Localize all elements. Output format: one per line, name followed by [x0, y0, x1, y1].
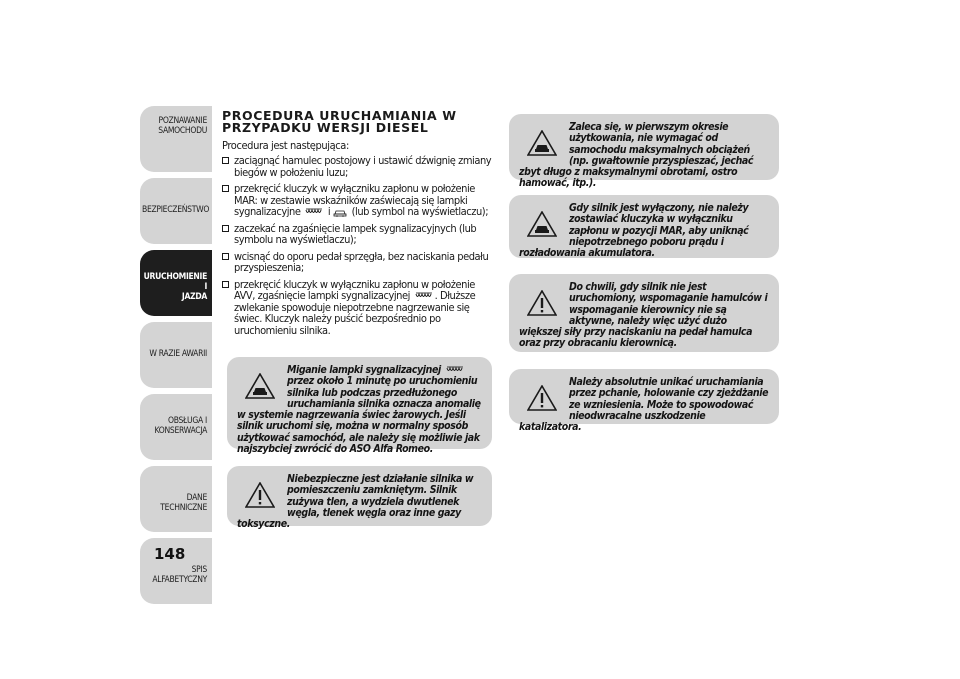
step-text: zaciągnąć hamulec postojowy i ustawić dźwignię zmiany biegów w położeniu luzu;: [234, 154, 492, 179]
tab-uruchomienie-i-jazda[interactable]: [140, 250, 212, 316]
step-text: wcisnąć do oporu pedał sprzęgła, bez naciskania pedału przyspieszenia;: [234, 249, 489, 274]
checkbox-bullet-icon: [222, 185, 229, 192]
intro-text: Procedura jest następująca:: [222, 139, 349, 152]
warning-triangle-icon: [527, 290, 557, 316]
warning-box: [227, 466, 492, 531]
checkbox-bullet-icon: [222, 157, 229, 164]
car-caution-icon: [245, 373, 275, 399]
steps-list: [222, 155, 494, 336]
section-title-line: PROCEDURA URUCHAMIANIA W: [222, 108, 457, 123]
page-number: 148: [154, 545, 186, 563]
warning-box: [509, 274, 779, 352]
list-item: [222, 183, 494, 218]
list-item: [222, 279, 494, 337]
list-item: [222, 223, 494, 246]
caution-text: Gdy silnik jest wyłączony, nie należy zostawiać kluczyka w wyłączniku zapłonu w pozycji MAR, aby uniknąć niepotrzebnego poboru prądu i rozładowania akumulatora.: [519, 202, 749, 260]
tab-obsluga-i-konserwacja[interactable]: [140, 394, 212, 460]
glow-plug-icon: [415, 292, 433, 300]
tab-label: OBSŁUGA I: [167, 416, 207, 426]
car-warning-icon: [333, 208, 347, 217]
glow-plug-icon: [446, 366, 464, 374]
section-title: [222, 110, 494, 134]
checkbox-bullet-icon: [222, 225, 229, 232]
warning-text: Niebezpieczne jest działanie silnika w pomieszczeniu zamkniętym. Silnik zużywa tlen, a wydziela dwutlenek węgla, tlenek węgla oraz inne gazy toksyczne.: [237, 473, 474, 531]
warning-triangle-icon: [527, 385, 557, 411]
caution-text: Miganie lampki sygnalizacyjnej: [287, 364, 441, 376]
tab-label: BEZPIECZEŃSTWO: [142, 205, 210, 215]
step-text: . Dłuższe zwlekanie spowoduje niepotrzebne nagrzewanie się świec. Kluczyk należy puścić bezpośrednio po uruchomieniu silnika.: [234, 289, 476, 337]
step-text: zaczekać na zgaśnięcie lampek sygnalizacyjnych (lub symbolu na wyświetlaczu);: [234, 221, 477, 246]
checkbox-bullet-icon: [222, 253, 229, 260]
tab-poznawanie-samochodu[interactable]: [140, 106, 212, 172]
caution-box: [509, 114, 779, 190]
tab-label: URUCHOMIENIE I: [143, 272, 207, 292]
caution-box: [227, 357, 492, 456]
list-item: [222, 155, 494, 178]
step-text: i: [327, 205, 331, 218]
tab-label: DANE TECHNICZNE: [160, 493, 207, 513]
tab-label: KONSERWACJA: [154, 426, 207, 436]
section-title-line: PRZYPADKU WERSJI DIESEL: [222, 120, 429, 135]
tab-dane-techniczne[interactable]: [140, 466, 212, 532]
warning-text: Należy absolutnie unikać uruchamiania przez pchanie, holowanie czy zjeżdżanie ze wzniesienia. Może to spowodować nieodwracalne uszkodzenie katalizatora.: [519, 376, 769, 434]
step-text: (lub symbol na wyświetlaczu);: [351, 205, 489, 218]
step-text: przekręcić kluczyk w wyłączniku zapłonu w położenie MAR: w zestawie wskaźników zaświecają się lampki sygnalizacyjne: [234, 182, 475, 218]
checkbox-bullet-icon: [222, 281, 229, 288]
step-text: przekręcić kluczyk w wyłączniku zapłonu w położenie AVV, zgaśnięcie lampki sygnalizacyjnej: [234, 277, 475, 302]
car-caution-icon: [527, 130, 557, 156]
tab-label: SPIS ALFABETYCZNY: [152, 565, 207, 585]
tab-label: SAMOCHODU: [158, 126, 207, 136]
caution-text: przez około 1 minutę po uruchomieniu silnika lub podczas przedłużonego uruchamiania silnika oznacza anomalię w systemie nagrzewania świec żarowych. Jeśli silnik uruchomi się, można w normalny sposób użytkować samochód, ale należy się możliwie jak najszybciej zwrócić do ASO Alfa Romeo.: [237, 375, 481, 456]
car-caution-icon: [527, 211, 557, 237]
list-item: [222, 251, 494, 274]
tab-bezpieczenstwo[interactable]: [140, 178, 212, 244]
tab-label: W RAZIE AWARII: [149, 349, 207, 359]
tab-label: POZNAWANIE: [158, 116, 207, 126]
caution-box: [509, 195, 779, 258]
procedure-section: [222, 110, 494, 341]
warning-box: [509, 369, 779, 434]
tab-w-razie-awarii[interactable]: [140, 322, 212, 388]
tab-label: JAZDA: [181, 292, 207, 302]
warning-text: Do chwili, gdy silnik nie jest uruchomiony, wspomaganie hamulców i wspomaganie kierownicy nie są aktywne, należy więc użyć dużo większej siły przy naciskaniu na pedał hamulca oraz przy obracaniu kierownicą.: [519, 281, 768, 350]
caution-text: Zaleca się, w pierwszym okresie użytkowania, nie wymagać od samochodu maksymalnych obciążeń (np. gwałtownie przyspieszać, jechać zbyt długo z maksymalnymi obrotami, ostro hamować, itp.).: [519, 121, 754, 190]
warning-triangle-icon: [245, 482, 275, 508]
glow-plug-icon: [305, 208, 323, 216]
